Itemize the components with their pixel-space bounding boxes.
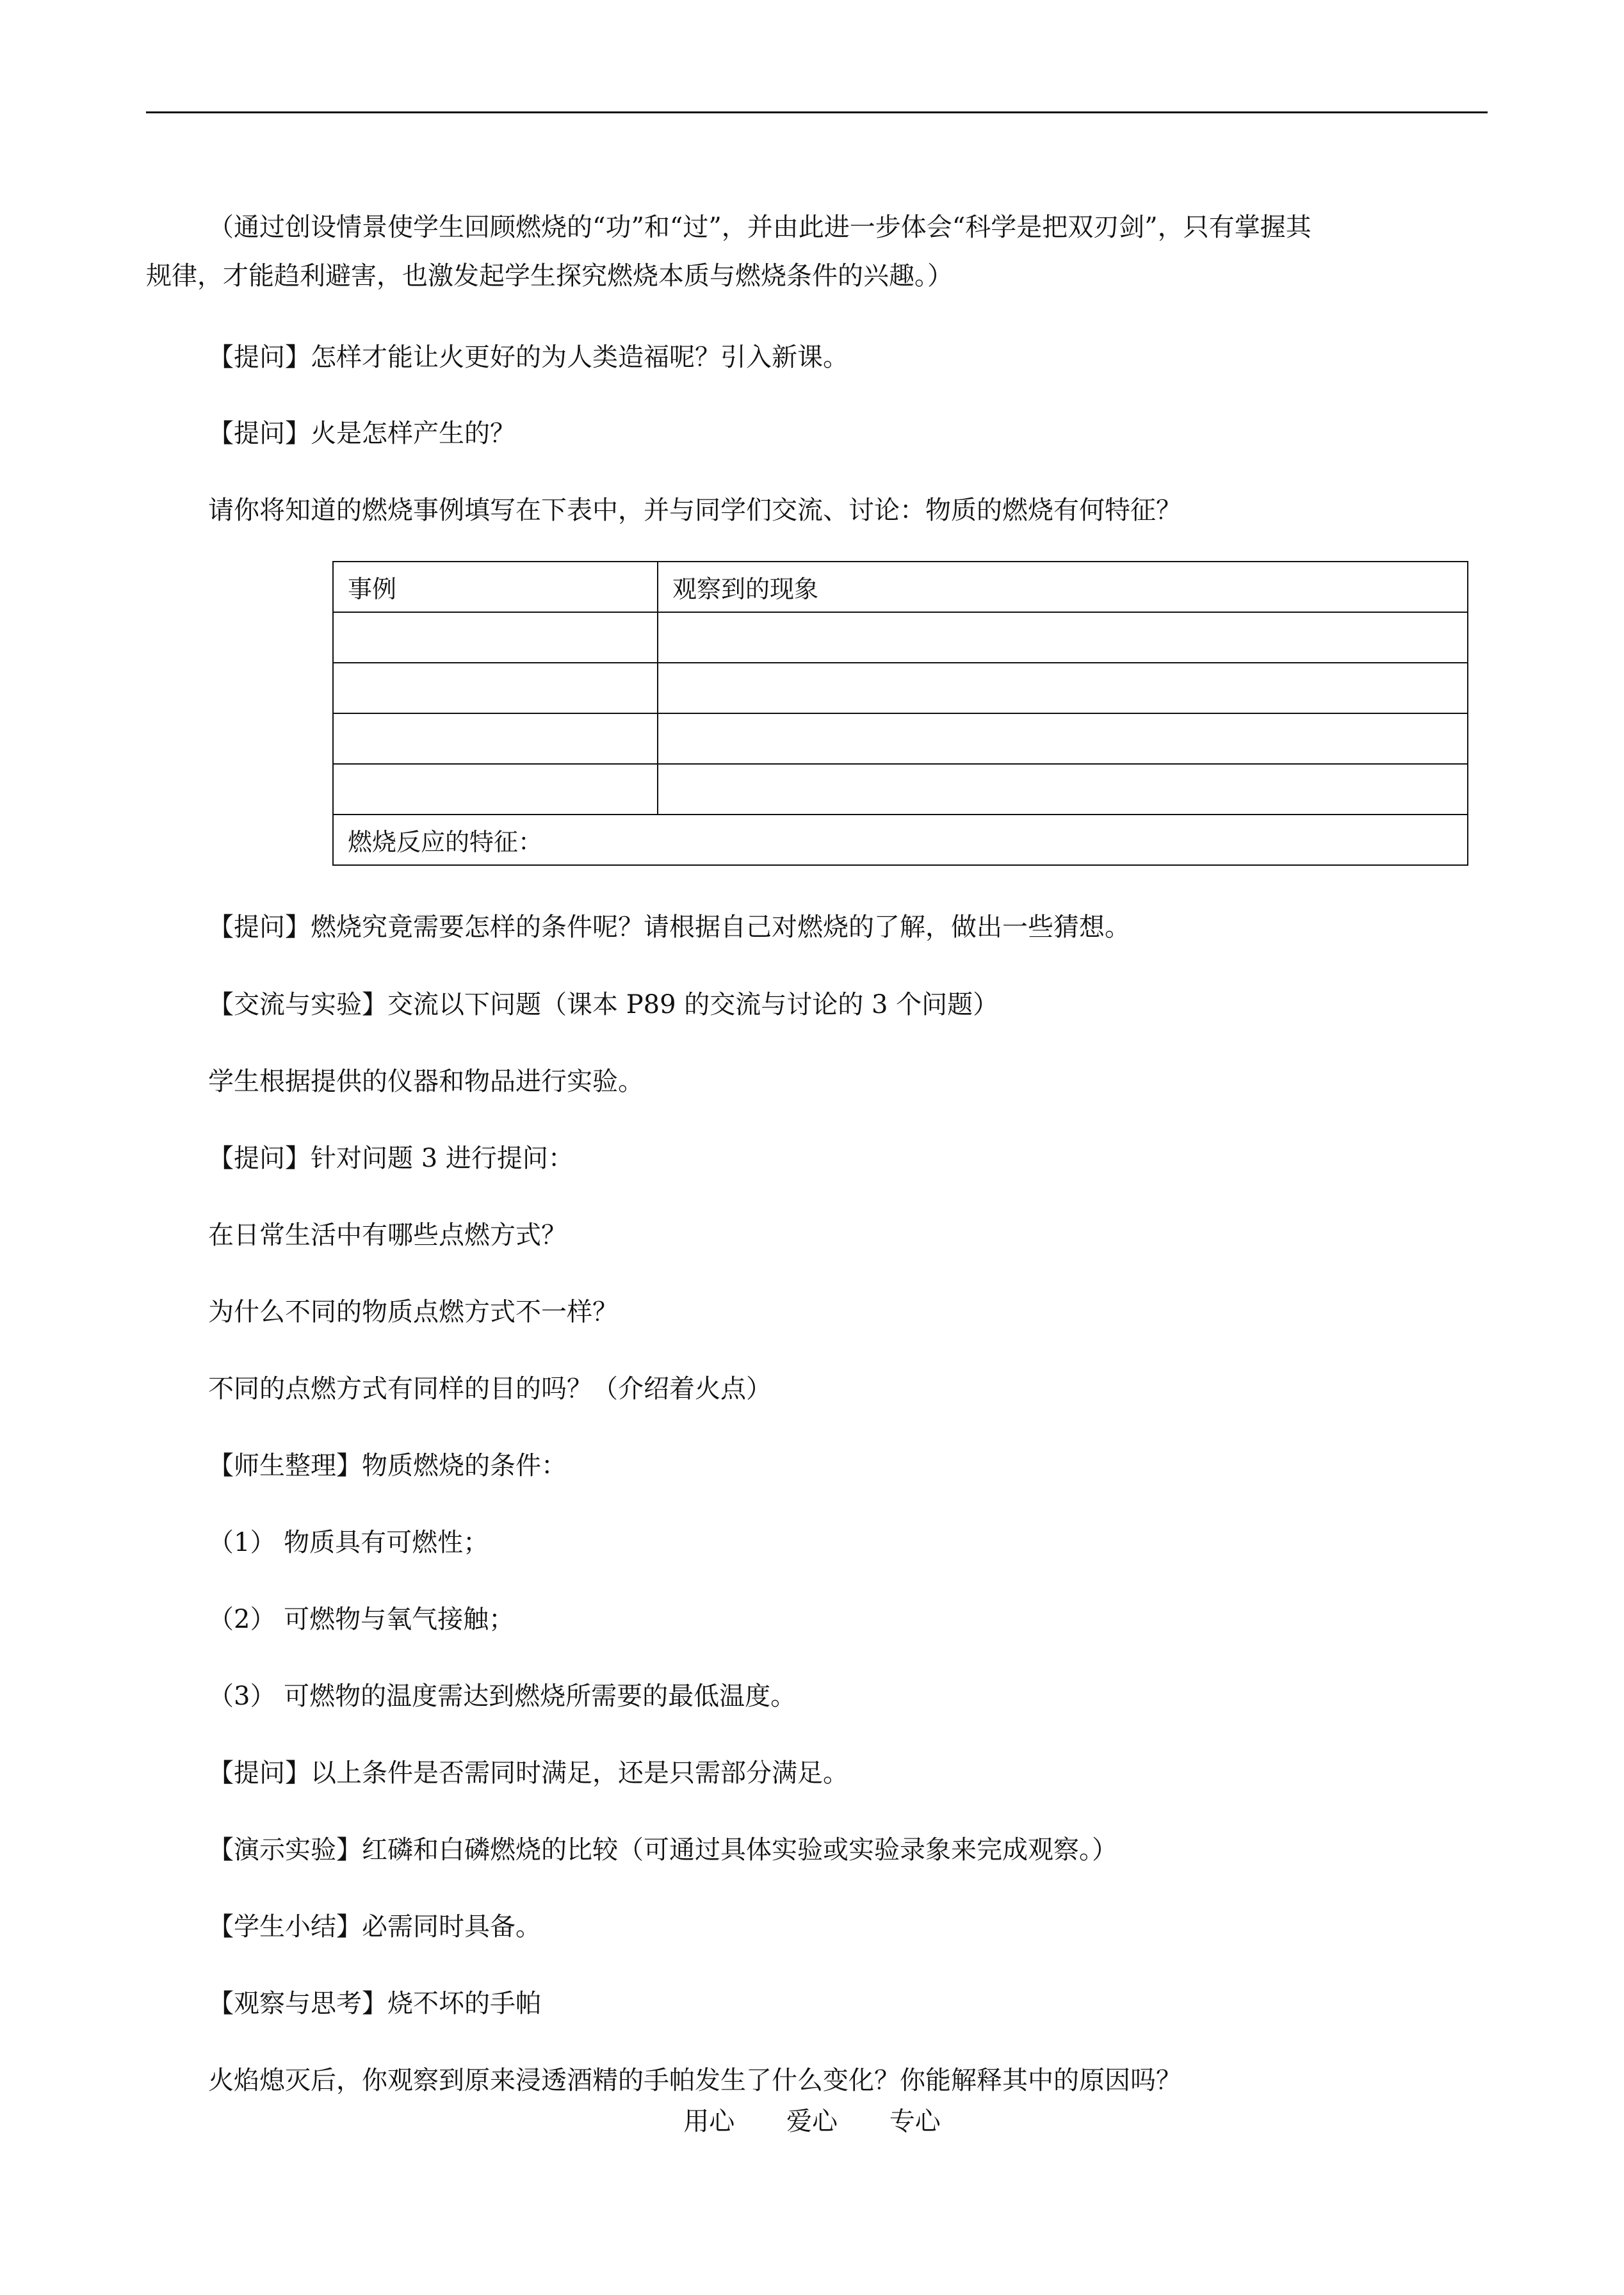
- table-header-phenomenon: 观察到的现象: [658, 562, 1468, 612]
- table-footer-characteristics[interactable]: 燃烧反应的特征：: [333, 815, 1468, 865]
- table-row: [333, 612, 1468, 663]
- page-footer: [0, 2105, 1624, 2137]
- summary-conditions: 【师生整理】物质燃烧的条件：: [208, 1451, 567, 1480]
- table-cell-example[interactable]: [333, 663, 658, 713]
- table-cell-example[interactable]: [333, 713, 658, 764]
- footer-word: 专心: [889, 2107, 941, 2136]
- question-simultaneous: 【提问】以上条件是否需同时满足，还是只需部分满足。: [208, 1758, 849, 1788]
- table-row: [333, 713, 1468, 764]
- table-footer-row: [333, 815, 1468, 865]
- intro-paragraph: [146, 211, 1488, 292]
- table-cell-phenomenon[interactable]: [658, 764, 1468, 815]
- table-row: [333, 764, 1468, 815]
- ignition-daily-life: 在日常生活中有哪些点燃方式？: [208, 1220, 567, 1250]
- instruction-fill-table: 请你将知道的燃烧事例填写在下表中，并与同学们交流、讨论：物质的燃烧有何特征？: [208, 496, 1181, 525]
- student-experiment: 学生根据提供的仪器和物品进行实验。: [208, 1067, 644, 1096]
- handkerchief-question: 火焰熄灭后，你观察到原来浸透酒精的手帕发生了什么变化？你能解释其中的原因吗？: [208, 2066, 1181, 2095]
- condition-3: （3） 可燃物的温度需达到燃烧所需要的最低温度。: [208, 1682, 797, 1711]
- ignition-purpose: 不同的点燃方式有同样的目的吗？（介绍着火点）: [208, 1374, 772, 1404]
- demo-experiment: 【演示实验】红磷和白磷燃烧的比较（可通过具体实验或实验录象来完成观察。）: [208, 1835, 1117, 1865]
- table-header-row: [333, 562, 1468, 612]
- question-problem-3: 【提问】针对问题 3 进行提问：: [208, 1144, 574, 1173]
- question-conditions: 【提问】燃烧究竟需要怎样的条件呢？请根据自己对燃烧的了解，做出一些猜想。: [208, 912, 1130, 942]
- student-summary: 【学生小结】必需同时具备。: [208, 1912, 541, 1942]
- question-bless: 【提问】怎样才能让火更好的为人类造福呢？引入新课。: [208, 343, 849, 372]
- combustion-examples-table: [332, 561, 1468, 866]
- intro-line-1: （通过创设情景使学生回顾燃烧的“功”和“过”，并由此进一步体会“科学是把双刃剑”，只有掌握其: [208, 213, 1311, 242]
- intro-line-2: 规律，才能趋利避害，也激发起学生探究燃烧本质与燃烧条件的兴趣。）: [146, 261, 953, 291]
- table-cell-example[interactable]: [333, 764, 658, 815]
- condition-1: （1） 物质具有可燃性；: [208, 1528, 489, 1557]
- table-cell-phenomenon[interactable]: [658, 612, 1468, 663]
- header-rule: [146, 111, 1488, 113]
- table-cell-example[interactable]: [333, 612, 658, 663]
- table-header-example: 事例: [333, 562, 658, 612]
- observe-think: 【观察与思考】烧不坏的手帕: [208, 1989, 541, 2018]
- table-cell-phenomenon[interactable]: [658, 713, 1468, 764]
- table-row: [333, 663, 1468, 713]
- table-cell-phenomenon[interactable]: [658, 663, 1468, 713]
- condition-2: （2） 可燃物与氧气接触；: [208, 1605, 515, 1634]
- ignition-different: 为什么不同的物质点燃方式不一样？: [208, 1297, 618, 1327]
- footer-word: 爱心: [786, 2107, 838, 2136]
- question-fire-origin: 【提问】火是怎样产生的？: [208, 419, 516, 448]
- exchange-experiment: 【交流与实验】交流以下问题（课本 P89 的交流与讨论的 3 个问题）: [208, 990, 999, 1019]
- footer-word: 用心: [683, 2107, 735, 2136]
